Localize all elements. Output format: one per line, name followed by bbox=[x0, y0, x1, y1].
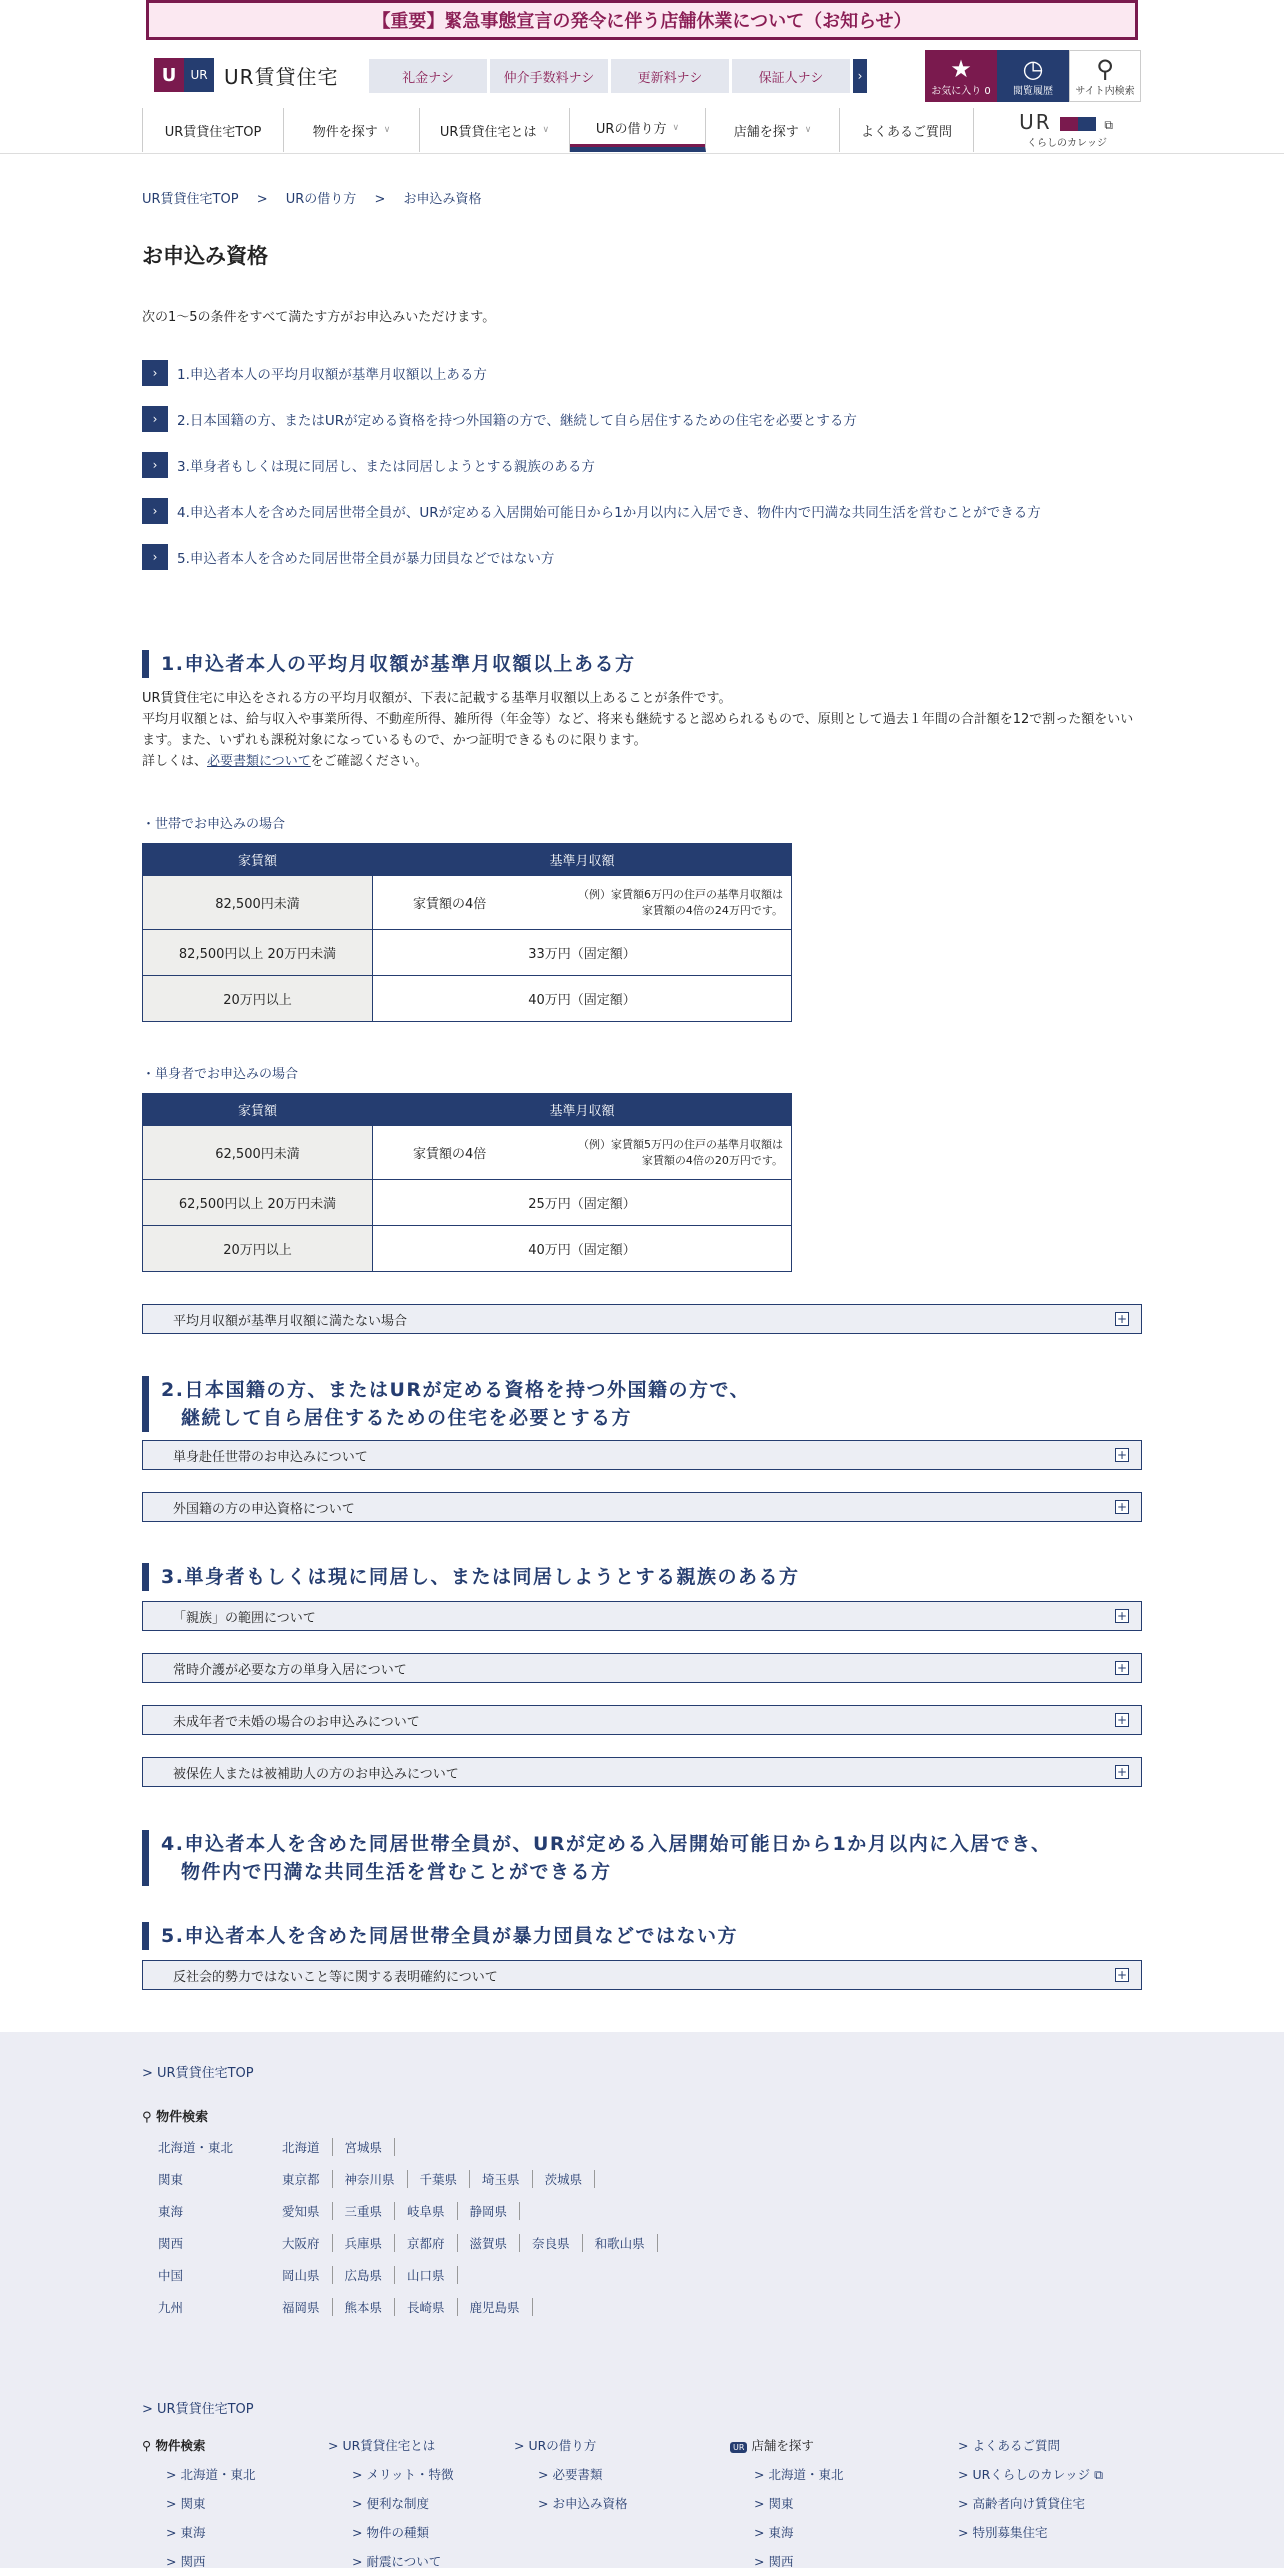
household-income-table: 家賃額 基準月収額 82,500円未満 家賃額の4倍 （例）家賃額6万円の住戸の基準月収額は 家賃額の4倍の24万円です。 82,500円以上 20万円未満 33万円（固定額） 20万円以上 40万円（固定額） bbox=[142, 843, 792, 1022]
section4-heading: 4.申込者本人を含めた同居世帯全員が、URが定める入居開始可能日から1か月以内に入居でき、 物件内で円満な共同生活を営むことができる方 bbox=[142, 1830, 1051, 1886]
condition-link-1[interactable]: › 1.申込者本人の平均月収額が基準月収額以上ある方 bbox=[142, 360, 1041, 386]
star-icon: ★ bbox=[950, 54, 972, 83]
gnav-top[interactable]: UR賃貸住宅TOP bbox=[142, 108, 284, 152]
plus-icon: + bbox=[1116, 1968, 1128, 1982]
breadcrumb-sep: > bbox=[256, 192, 268, 207]
breadcrumb-sep: > bbox=[374, 192, 386, 207]
chevron-down-icon: ∨ bbox=[542, 125, 550, 135]
footer-col-store: UR 店舗を探す > 北海道・東北 > 関東 > 東海 > 関西 bbox=[730, 2436, 843, 2568]
arrow-right-icon: › bbox=[142, 452, 168, 478]
arrow-right-icon: › bbox=[142, 544, 168, 570]
emergency-notice-banner[interactable]: 【重要】緊急事態宣言の発令に伴う店舗休業について（お知らせ） bbox=[146, 0, 1138, 40]
section1-heading: 1.申込者本人の平均月収額が基準月収額以上ある方 bbox=[142, 650, 635, 678]
section1-text: UR賃貸住宅に申込をされる方の平均月収額が、下表に記載する基準月収額以上あることが条件です。 平均月収額とは、給与収入や事業所得、不動産所得、雑所得（年金等）など、将来も継続すると認められるもので、原則として過去１年間の合計額を12で割った額をいいます。また、いずれも課税対象になっているもので、かつ証明できるものに限ります。 詳しくは、必要書類についてをご確認ください。 bbox=[142, 691, 1134, 769]
store-icon: UR bbox=[730, 2442, 747, 2453]
plus-icon: + bbox=[1116, 1312, 1128, 1326]
gnav-faq[interactable]: よくあるご質問 bbox=[840, 108, 974, 152]
site-search-label: サイト内検索 bbox=[1075, 85, 1135, 97]
condition-link-5[interactable]: › 5.申込者本人を含めた同居世帯全員が暴力団員などではない方 bbox=[142, 544, 1041, 570]
badge-next-arrow-icon[interactable]: › bbox=[853, 59, 867, 93]
plus-icon: + bbox=[1116, 1765, 1128, 1779]
accordion-below-income[interactable]: 平均月収額が基準月収額に満たない場合 + bbox=[142, 1304, 1142, 1334]
footer-region-kansai: 関西 大阪府 兵庫県 京都府 滋賀県 奈良県 和歌山県 bbox=[158, 2234, 658, 2252]
footer bbox=[0, 2032, 1284, 2568]
external-link-icon: ⧉ bbox=[1094, 2467, 1104, 2482]
accordion-foreign-national[interactable]: 外国籍の方の申込資格について + bbox=[142, 1492, 1142, 1522]
th-rent: 家賃額 bbox=[143, 1094, 373, 1126]
section3-heading: 3.単身者もしくは現に同居し、または同居しようとする親族のある方 bbox=[142, 1563, 799, 1591]
favorites-label: お気に入り bbox=[931, 85, 982, 97]
search-icon: ⚲ bbox=[142, 2438, 152, 2453]
history-label: 閲覧履歴 bbox=[1013, 85, 1053, 97]
accordion-anti-social[interactable]: 反社会的勢力ではないこと等に関する表明確約について + bbox=[142, 1960, 1142, 1990]
breadcrumb-current: お申込み資格 bbox=[403, 192, 482, 207]
badge-no-key-money[interactable]: 礼金ナシ bbox=[369, 59, 487, 93]
arrow-right-icon: › bbox=[142, 406, 168, 432]
condition-links bbox=[142, 360, 1041, 590]
ur-logo-badge: UR bbox=[184, 58, 214, 92]
intro-text: 次の1～5の条件をすべて満たす方がお申込みいただけます。 bbox=[142, 310, 496, 325]
footer-region-chugoku: 中国 岡山県 広島県 山口県 bbox=[158, 2266, 458, 2284]
footer-col-rent: > URの借り方 > 必要書類 > お申込み資格 bbox=[514, 2438, 628, 2511]
search-icon: ⚲ bbox=[1096, 54, 1114, 83]
th-income: 基準月収額 bbox=[373, 1094, 792, 1126]
footer-col-search: ⚲ 物件検索 > 北海道・東北 > 関東 > 東海 > 関西 bbox=[142, 2438, 256, 2568]
footer-region-kanto: 関東 東京都 神奈川県 千葉県 埼玉県 茨城県 bbox=[158, 2170, 595, 2188]
household-label: ・世帯でお申込みの場合 bbox=[142, 817, 286, 832]
breadcrumb-top[interactable]: UR賃貸住宅TOP bbox=[142, 192, 239, 207]
footer-region-hokkaido: 北海道・東北 北海道 宮城県 bbox=[158, 2138, 395, 2156]
ur-logo[interactable] bbox=[154, 58, 339, 92]
section2-heading: 2.日本国籍の方、またはURが定める資格を持つ外国籍の方で、 継続して自ら居住するための住宅を必要とする方 bbox=[142, 1376, 750, 1432]
gnav-about-ur[interactable]: UR賃貸住宅とは ∨ bbox=[420, 108, 570, 152]
required-docs-link[interactable]: 必要書類について bbox=[207, 754, 311, 769]
external-link-icon: ⧉ bbox=[1104, 118, 1115, 132]
logo-text: UR賃貸住宅 bbox=[224, 64, 339, 89]
footer-top-link[interactable]: > UR賃貸住宅TOP bbox=[142, 2066, 254, 2081]
arrow-right-icon: › bbox=[142, 360, 168, 386]
gnav-find-store[interactable]: 店舗を探す ∨ bbox=[706, 108, 840, 152]
favorites-count: 0 bbox=[984, 85, 991, 97]
single-income-table: 家賃額 基準月収額 62,500円未満 家賃額の4倍 （例）家賃額5万円の住戸の基準月収額は 家賃額の4倍の20万円です。 62,500円以上 20万円未満 25万円（固定額） 20万円以上 40万円（固定額） bbox=[142, 1093, 792, 1272]
accordion-curatorship[interactable]: 被保佐人または被補助人の方のお申込みについて + bbox=[142, 1757, 1142, 1787]
site-search-button[interactable] bbox=[1069, 50, 1141, 102]
footer-col-faq: > よくあるご質問 > URくらしのカレッジ ⧉ > 高齢者向け賃貸住宅 > 特別募集住宅 bbox=[958, 2438, 1104, 2540]
search-icon: ⚲ bbox=[142, 2110, 152, 2125]
breadcrumb bbox=[142, 188, 496, 207]
kurashi-college-link[interactable] bbox=[1012, 110, 1122, 149]
history-button[interactable] bbox=[997, 50, 1069, 102]
plus-icon: + bbox=[1116, 1661, 1128, 1675]
arrow-right-icon: › bbox=[142, 498, 168, 524]
page-title: お申込み資格 bbox=[142, 244, 268, 268]
footer-col-about: > UR賃貸住宅とは > メリット・特徴 > 便利な制度 > 物件の種類 > 耐震について bbox=[328, 2438, 454, 2568]
accordion-care-single[interactable]: 常時介護が必要な方の単身入居について + bbox=[142, 1653, 1142, 1683]
chevron-down-icon: ∨ bbox=[804, 125, 812, 135]
header-divider bbox=[0, 153, 1284, 154]
footer-top-link-2[interactable]: > UR賃貸住宅TOP bbox=[142, 2402, 254, 2417]
kurashi-logo: UR ⧉ bbox=[1019, 110, 1115, 134]
footer-region-kyushu: 九州 福岡県 熊本県 長崎県 鹿児島県 bbox=[158, 2298, 533, 2316]
chevron-down-icon: ∨ bbox=[672, 122, 680, 133]
section5-heading: 5.申込者本人を含めた同居世帯全員が暴力団員などではない方 bbox=[142, 1922, 738, 1950]
condition-link-2[interactable]: › 2.日本国籍の方、またはURが定める資格を持つ外国籍の方で、継続して自ら居住するための住宅を必要とする方 bbox=[142, 406, 1041, 432]
badge-no-guarantor[interactable]: 保証人ナシ bbox=[732, 59, 850, 93]
plus-icon: + bbox=[1116, 1448, 1128, 1462]
accordion-minor-unmarried[interactable]: 未成年者で未婚の場合のお申込みについて + bbox=[142, 1705, 1142, 1735]
badge-no-renewal-fee[interactable]: 更新料ナシ bbox=[611, 59, 729, 93]
footer-region-tokai: 東海 愛知県 三重県 岐阜県 静岡県 bbox=[158, 2202, 520, 2220]
accordion-relatives-scope[interactable]: 「親族」の範囲について + bbox=[142, 1601, 1142, 1631]
accordion-single-transfer[interactable]: 単身赴任世帯のお申込みについて + bbox=[142, 1440, 1142, 1470]
single-label: ・単身者でお申込みの場合 bbox=[142, 1067, 299, 1082]
gnav-search-property[interactable]: 物件を探す ∨ bbox=[284, 108, 420, 152]
footer-search-heading: ⚲ 物件検索 bbox=[142, 2110, 209, 2125]
condition-link-3[interactable]: › 3.単身者もしくは現に同居し、または同居しようとする親族のある方 bbox=[142, 452, 1041, 478]
th-income: 基準月収額 bbox=[373, 844, 792, 876]
condition-link-4[interactable]: › 4.申込者本人を含めた同居世帯全員が、URが定める入居開始可能日から1か月以内に入居でき、物件内で円満な共同生活を営むことができる方 bbox=[142, 498, 1041, 524]
clock-icon: ◷ bbox=[1022, 54, 1044, 83]
kurashi-label: くらしのカレッジ bbox=[1027, 138, 1107, 149]
global-nav bbox=[142, 108, 1142, 152]
favorites-button[interactable] bbox=[925, 50, 997, 102]
breadcrumb-how-to-rent[interactable]: URの借り方 bbox=[285, 192, 357, 207]
badge-no-agent-fee[interactable]: 仲介手数料ナシ bbox=[490, 59, 608, 93]
ur-mark-icon: U bbox=[154, 58, 184, 92]
chevron-down-icon: ∨ bbox=[383, 125, 391, 135]
plus-icon: + bbox=[1116, 1713, 1128, 1727]
plus-icon: + bbox=[1116, 1500, 1128, 1514]
header-tools bbox=[925, 50, 1141, 102]
merit-badges bbox=[369, 59, 867, 93]
th-rent: 家賃額 bbox=[143, 844, 373, 876]
plus-icon: + bbox=[1116, 1609, 1128, 1623]
gnav-how-to-rent[interactable]: URの借り方 ∨ bbox=[570, 108, 706, 152]
